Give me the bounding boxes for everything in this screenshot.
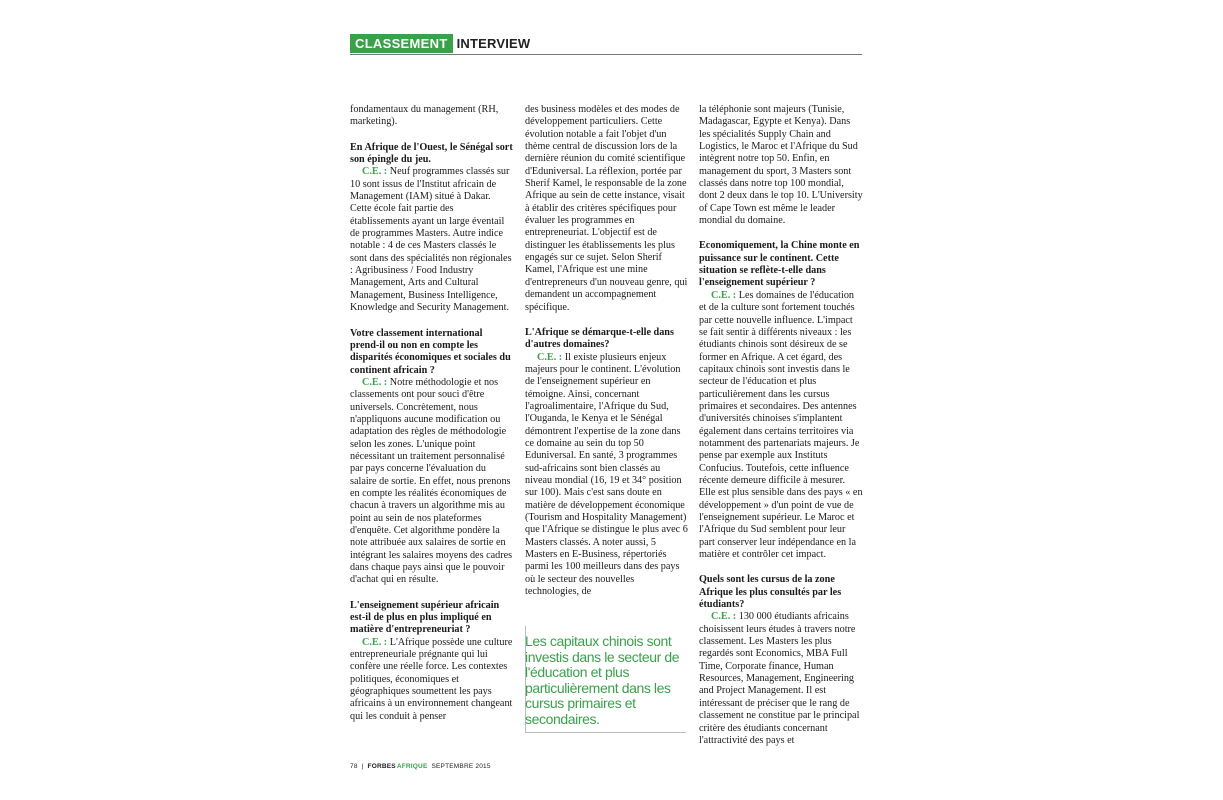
- answer-text: Il existe plusieurs enjeux majeurs pour le continent. L'évolution de l'enseignement supérieur en témoigne. Ainsi, concernant l'agroalimentaire, l'Afrique du Sud, l'Ouganda, le Kenya et le Sénégal démontrent l'expertise de la zone dans ce domaine au sein du top 50 Eduniversal. En santé, 3 programmes sud-africains sont bien classés au niveau mondial (16, 19 et 34° position sur 100). Mais c'est sans doute en matière de développement économique (Tourism and Hospitality Management) que l'Afrique se distingue le plus avec 6 Masters classés. A noter aussi, 5 Masters en E-Business, répertoriés parmi les 100 meilleurs dans des pays où le secteur des nouvelles technologies, de: [525, 351, 688, 598]
- question: Quels sont les cursus de la zone Afrique les plus consultés par les étudiants?: [699, 574, 842, 611]
- page-number: 78: [350, 763, 358, 770]
- answer-text: 130 000 étudiants africains choisissent leurs études à travers notre classement. Les Masters les plus regardés sont Economics, MBA Full Time, Corporate finance, Human Resources, Management, Engineering and Project Management. Il est intéressant de préciser que le rang de classement ne constitue par le principal critère des étudiants concernant l'attractivité des pays et: [699, 611, 860, 746]
- answer: [350, 377, 514, 587]
- question: Votre classement international prend-il ou non en compte les disparités économiques et sociales du continent africain ?: [350, 327, 511, 376]
- ce-label: C.E. :: [362, 376, 388, 388]
- category-tag: CLASSEMENT: [350, 34, 453, 53]
- page-footer: [350, 763, 491, 770]
- answer: [525, 352, 689, 599]
- answer: [350, 166, 514, 314]
- page-header: [350, 34, 530, 53]
- footer-separator: |: [361, 763, 364, 770]
- question: Economiquement, la Chine monte en puissance sur le continent. Cette situation se reflète-t-elle dans l'enseignement supérieur ?: [699, 240, 860, 289]
- footer-date: SEPTEMBRE 2015: [431, 763, 491, 770]
- answer: [699, 611, 863, 747]
- answer-text: L'Afrique possède une culture entrepreneuriale prégnante qui lui confère une réelle force. Les contextes politiques, économiques et géographiques soumettent les pays africains à un environnement changeant qui les conduit à penser: [350, 636, 513, 722]
- footer-brand: FORBES: [367, 763, 396, 770]
- header-rule: [350, 54, 862, 55]
- paragraph: fondamentaux du management (RH, marketing).: [350, 104, 499, 128]
- column-2: [525, 104, 689, 598]
- answer-text: Neuf programmes classés sur 10 sont issus de l'Institut africain de Management (IAM) situé à Dakar. Cette école fait partie des établissements ayant un large éventail de programmes Masters. Autre indice notable : 4 de ces Masters classés le sont dans des spécialités non régionales : Agribusiness / Food Industry Management, Arts and Cultural Management, Business Intelligence, Knowledge and Security Management.: [350, 166, 512, 314]
- question: En Afrique de l'Ouest, le Sénégal sort son épingle du jeu.: [350, 141, 513, 166]
- answer: [699, 290, 863, 562]
- ce-label: C.E. :: [711, 289, 737, 301]
- paragraph: la téléphonie sont majeurs (Tunisie, Madagascar, Egypte et Kenya). Dans les spécialités Supply Chain and Logistics, le Maroc et l'Afrique du Sud intègrent notre top 50. Enfin, en management du sport, 3 Masters sont classés dans notre top 100 mondial, dont 2 deux dans le top 10. L'University of Cape Town est même le leader mondial du domaine.: [699, 104, 863, 227]
- footer-brand-accent: AFRIQUE: [396, 763, 428, 770]
- question: L'enseignement supérieur africain est-il de plus en plus impliqué en matière d'entrepreneuriat ?: [350, 599, 500, 636]
- ce-label: C.E. :: [362, 166, 388, 178]
- pull-quote: [525, 626, 686, 733]
- ce-label: C.E. :: [711, 611, 737, 623]
- ce-label: C.E. :: [537, 351, 563, 363]
- pull-quote-text: Les capitaux chinois sont investis dans le secteur de l'éducation et plus particulièrement dans les cursus primaires et secondaires.: [525, 633, 680, 727]
- column-1: [350, 104, 514, 723]
- answer-text: Les domaines de l'éducation et de la culture sont fortement touchés par cette nouvelle influence. L'impact se fait sentir à différents niveaux : les étudiants chinois sont désireux de se former en Afrique. A cet égard, des capitaux chinois sont investis dans le secteur de l'éducation et plus particulièrement dans les cursus primaires et secondaires. Des antennes d'universités chinoises s'implantent également dans certains territoires via notamment des partenariats majeurs. Je pense par exemple aux Instituts Confucius. Toutefois, cette influence récente demeure difficile à mesurer. Elle est plus sensible dans des pays « en développement » d'un point de vue de l'enseignement supérieur. Le Maroc et l'Afrique du Sud semblent pour leur part conserver leur indépendance en la matière et contrôler cet impact.: [699, 289, 863, 561]
- answer: [350, 637, 514, 723]
- paragraph: des business modèles et des modes de développement particuliers. Cette évolution notable a fait l'objet d'un thème central de discussion lors de la dernière réunion du comité scientifique d'Eduniversal. La réflexion, portée par Sherif Kamel, le responsable de la zone Afrique au sein de cette instance, visait à établir des critères spécifiques pour évaluer les programmes en entrepreneuriat. L'objectif est de distinguer les établissements les plus engagés sur ce sujet. Selon Sherif Kamel, l'Afrique est une mine d'entrepreneurs d'un nouveau genre, qui demandent un accompagnement spécifique.: [525, 104, 688, 313]
- column-3: [699, 104, 863, 747]
- ce-label: C.E. :: [362, 636, 388, 648]
- answer-text: Notre méthodologie et nos classements ont pour souci d'être universels. Concrètement, nous n'appliquons aucune modification ou adaptation des règles de méthodologie selon les zones. L'unique point nécessitant un traitement personnalisé par pays concerne l'évaluation du salaire de sortie. En effet, nous prenons en compte les réalités économiques de chacun à travers un algorithme mis au point au sein de nos plateformes d'enquête. Cet algorithme pondère la note attribuée aux salaires de sortie en intégrant les salaires moyens des cadres dans chaque pays ainsi que le pouvoir d'achat qui en résulte.: [350, 376, 513, 586]
- question: L'Afrique se démarque-t-elle dans d'autres domaines?: [525, 326, 674, 351]
- section-label: INTERVIEW: [456, 36, 531, 51]
